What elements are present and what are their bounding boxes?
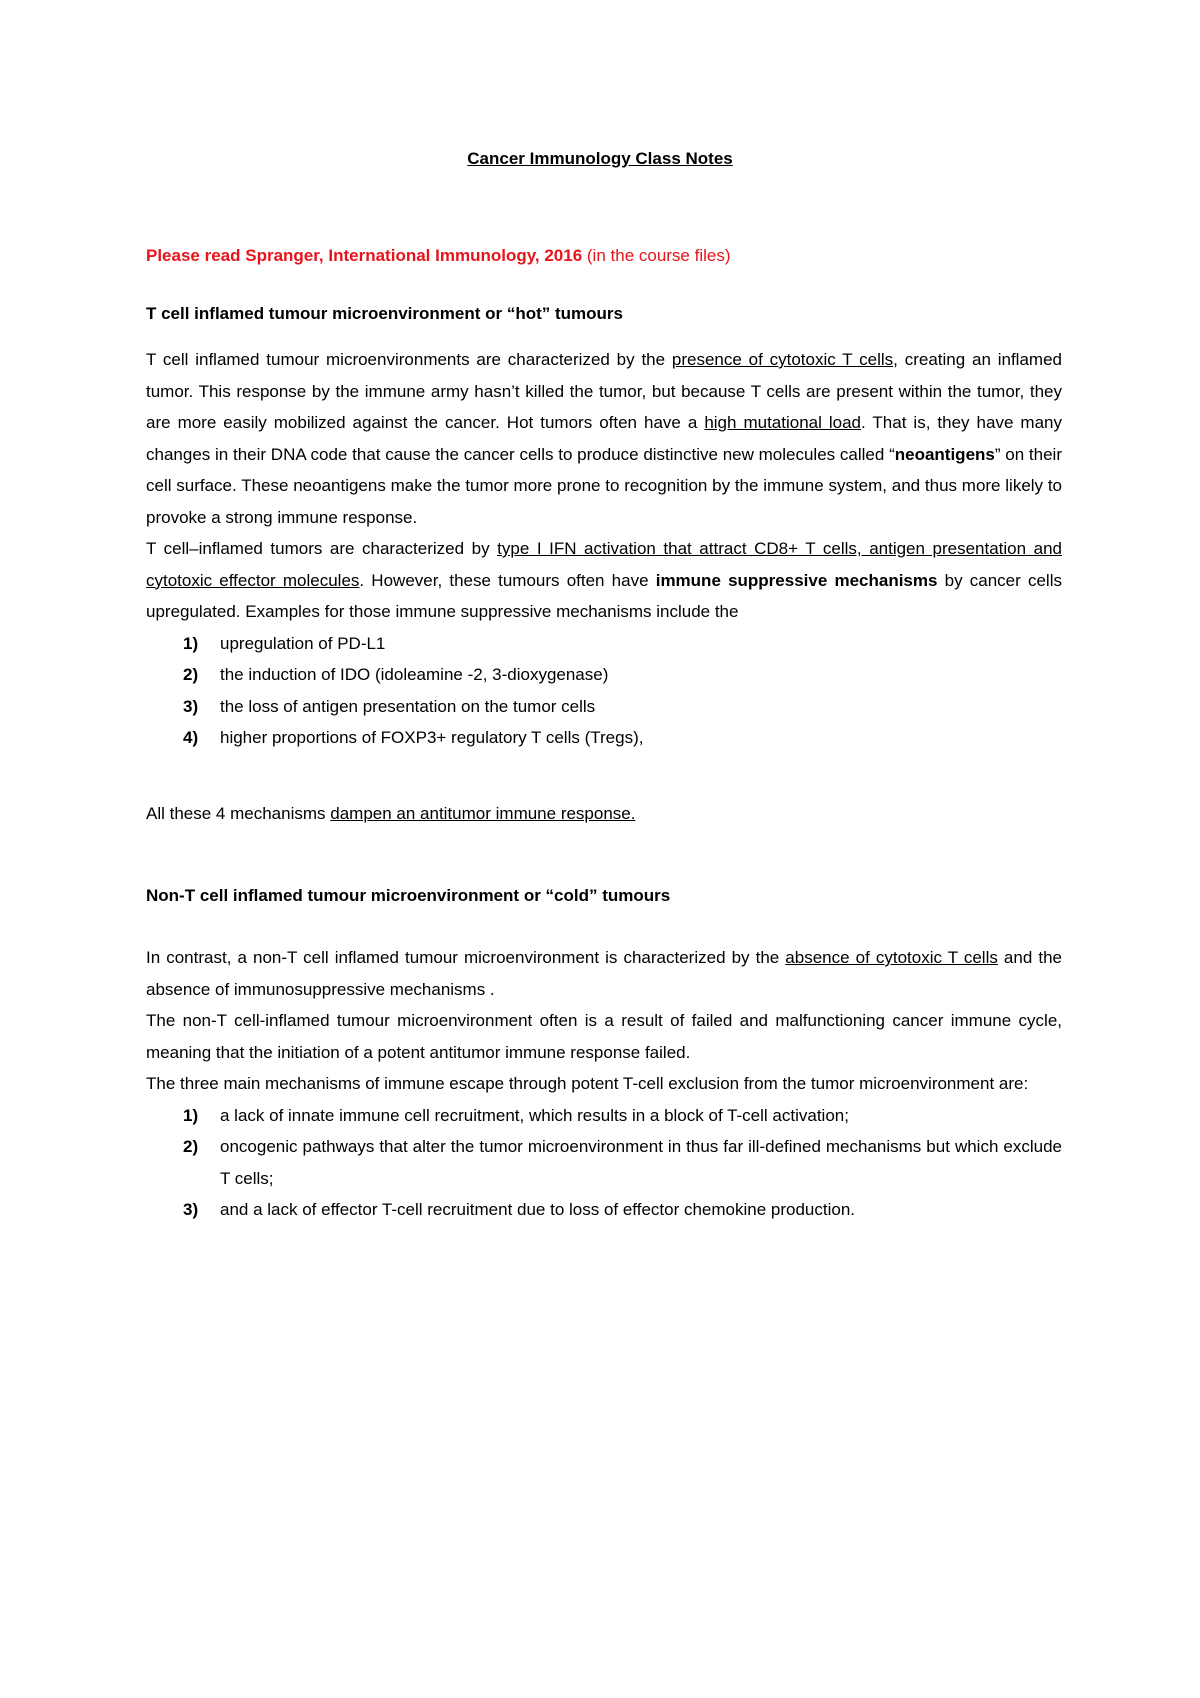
cold-mechanisms-list	[146, 1100, 1062, 1226]
hot-summary-wrap	[146, 798, 1062, 830]
bold-term: immune suppressive mechanisms	[655, 570, 938, 590]
cold-paragraph-3: The three main mechanisms of immune escape through potent T-cell exclusion from the tumor microenvironment are:	[146, 1074, 1029, 1093]
bold-term: neoantigens	[894, 444, 995, 464]
hot-paragraph-1: T cell inflamed tumour microenvironments are characterized by the presence of cytotoxic T cells, creating an inflamed tumor. This response by the immune army hasn’t killed the tumor, but because T cells are present within the tumor, they are more easily mobilized against the cancer. Hot tumors often have a high mutational load. That is, they have many changes in their DNA code that cause the cancer cells to produce distinctive new molecules called “neoantigens” on their cell surface. These neoantigens make the tumor more prone to recognition by the immune system, and thus more likely to provoke a strong immune response.	[146, 350, 1062, 527]
underlined-phrase: type I IFN activation that attract CD8+ T cells, antigen presentation and cytotoxic effector molecules	[146, 539, 1062, 590]
hot-section-body	[146, 344, 1062, 754]
list-item: 2) oncogenic pathways that alter the tumor microenvironment in thus far ill-defined mechanisms but which exclude T cells;	[183, 1137, 1062, 1188]
list-item: 3) and a lack of effector T-cell recruitment due to loss of effector chemokine production.	[183, 1200, 856, 1219]
list-item: 3) the loss of antigen presentation on the tumor cells	[183, 696, 596, 716]
document-title: Cancer Immunology Class Notes	[467, 149, 733, 168]
cold-section-heading-wrap	[146, 884, 1062, 908]
hot-section-heading-wrap	[146, 302, 1062, 326]
hot-section-heading: T cell inflamed tumour microenvironment or “hot” tumours	[146, 304, 623, 323]
underlined-phrase: high mutational load	[704, 413, 862, 432]
reading-assignment	[146, 244, 1062, 268]
list-item: 1) a lack of innate immune cell recruitment, which results in a block of T-cell activation;	[183, 1105, 849, 1125]
hot-mechanisms-list	[146, 628, 1062, 754]
list-item: 2) the induction of IDO (idoleamine -2, 3-dioxygenase)	[183, 665, 609, 684]
cold-paragraph-2: The non-T cell-inflamed tumour microenvironment often is a result of failed and malfunctioning cancer immune cycle, meaning that the initiation of a potent antitumor immune response failed.	[146, 1011, 1062, 1062]
cold-section-body	[146, 942, 1062, 1226]
underlined-phrase: absence of cytotoxic T cells	[785, 948, 998, 967]
hot-summary: All these 4 mechanisms dampen an antitumor immune response.	[146, 804, 636, 823]
cold-section-heading: Non-T cell inflamed tumour microenvironment or “cold” tumours	[146, 886, 671, 905]
hot-paragraph-2: T cell–inflamed tumors are characterized by type I IFN activation that attract CD8+ T cells, antigen presentation and cytotoxic effector molecules. However, these tumours often have immune suppressive mechanisms by cancer cells upregulated. Examples for those immune suppressive mechanisms include the	[146, 539, 1062, 621]
cold-paragraph-1: In contrast, a non-T cell inflamed tumour microenvironment is characterized by the absence of cytotoxic T cells and the absence of immunosuppressive mechanisms .	[146, 948, 1062, 999]
reading-citation: Please read Spranger, International Immunology, 2016	[146, 246, 583, 265]
list-item: 4) higher proportions of FOXP3+ regulatory T cells (Tregs),	[183, 728, 644, 747]
underlined-phrase: dampen an antitumor immune response.	[330, 804, 636, 823]
reading-note: (in the course files)	[582, 246, 731, 265]
list-item: 1) upregulation of PD-L1	[183, 633, 386, 653]
underlined-phrase: presence of cytotoxic T cells	[671, 350, 894, 369]
